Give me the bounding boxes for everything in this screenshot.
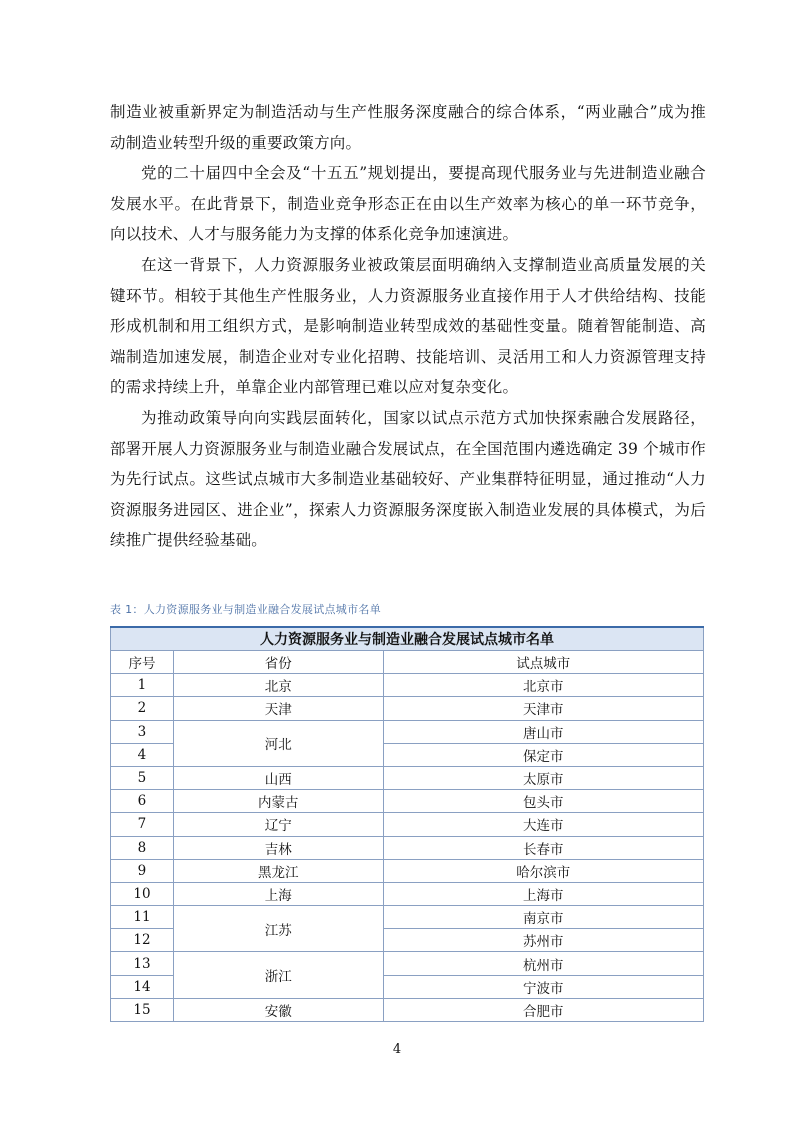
table-row [111,836,704,859]
table-title-row [111,627,704,651]
cell-no: 13 [111,952,174,975]
table-row [111,790,704,813]
cell-province: 山西 [173,766,383,789]
table-row [111,697,704,720]
cell-no: 3 [111,720,174,743]
column-header-no: 序号 [111,651,174,674]
cell-no: 2 [111,697,174,720]
table-header-row [111,651,704,674]
cell-city: 上海市 [383,882,703,905]
pilot-city-table [110,626,704,1022]
cell-city: 唐山市 [383,720,703,743]
cell-city: 天津市 [383,697,703,720]
table-row [111,674,704,697]
table-caption: 表 1：人力资源服务业与制造业融合发展试点城市名单 [110,603,381,616]
cell-province: 天津 [173,697,383,720]
cell-province: 浙江 [173,952,383,998]
paragraph: 党的二十届四中全会及“十五五”规划提出，要提高现代服务业与先进制造业融合发展水平。在此背景下，制造业竞争形态正在由以生产效率为核心的单一环节竞争，向以技术、人才与服务能力为支撑的体系化竞争加速演进。 [110,164,706,244]
cell-city: 北京市 [383,674,703,697]
cell-province: 辽宁 [173,813,383,836]
cell-no: 5 [111,766,174,789]
cell-province: 安徽 [173,998,383,1021]
cell-province: 北京 [173,674,383,697]
table-row [111,766,704,789]
table-title: 人力资源服务业与制造业融合发展试点城市名单 [111,627,704,651]
cell-no: 6 [111,790,174,813]
cell-city: 合肥市 [383,998,703,1021]
cell-city: 苏州市 [383,929,703,952]
table-row [111,859,704,882]
paragraph: 为推动政策导向向实践层面转化，国家以试点示范方式加快探索融合发展路径，部署开展人力资源服务业与制造业融合发展试点，在全国范围内遴选确定 39 个城市作为先行试点。这些试点城市大多制造业基础较好、产业集群特征明显，通过推动“人力资源服务进园区、进企业”，探索人力资源服务深度嵌入制造业发展的具体模式，为后续推广提供经验基础。 [110,408,706,550]
cell-no: 1 [111,674,174,697]
table-row [111,952,704,975]
cell-province: 黑龙江 [173,859,383,882]
paragraph: 在这一背景下，人力资源服务业被政策层面明确纳入支撑制造业高质量发展的关键环节。相较于其他生产性服务业，人力资源服务业直接作用于人才供给结构、技能形成机制和用工组织方式，是影响制造业转型成效的基础性变量。随着智能制造、高端制造加速发展，制造企业对专业化招聘、技能培训、灵活用工和人力资源管理支持的需求持续上升，单靠企业内部管理已难以应对复杂变化。 [110,255,706,397]
cell-city: 宁波市 [383,975,703,998]
cell-province: 上海 [173,882,383,905]
cell-no: 11 [111,906,174,929]
cell-city: 南京市 [383,906,703,929]
cell-city: 保定市 [383,743,703,766]
cell-city: 大连市 [383,813,703,836]
cell-province: 江苏 [173,906,383,952]
cell-province: 内蒙古 [173,790,383,813]
cell-no: 7 [111,813,174,836]
body-text [110,97,706,556]
cell-province: 吉林 [173,836,383,859]
cell-city: 包头市 [383,790,703,813]
table-row [111,813,704,836]
table-row [111,882,704,905]
table-row [111,998,704,1021]
paragraph: 制造业被重新界定为制造活动与生产性服务深度融合的综合体系，“两业融合”成为推动制造业转型升级的重要政策方向。 [110,103,706,152]
table-row [111,906,704,929]
page-number: 4 [392,1042,402,1057]
cell-no: 4 [111,743,174,766]
cell-province: 河北 [173,720,383,766]
cell-no: 9 [111,859,174,882]
cell-city: 杭州市 [383,952,703,975]
cell-city: 长春市 [383,836,703,859]
cell-no: 10 [111,882,174,905]
cell-no: 12 [111,929,174,952]
table-row [111,720,704,743]
cell-no: 15 [111,998,174,1021]
column-header-city: 试点城市 [383,651,703,674]
cell-no: 14 [111,975,174,998]
cell-no: 8 [111,836,174,859]
column-header-province: 省份 [173,651,383,674]
cell-city: 哈尔滨市 [383,859,703,882]
cell-city: 太原市 [383,766,703,789]
